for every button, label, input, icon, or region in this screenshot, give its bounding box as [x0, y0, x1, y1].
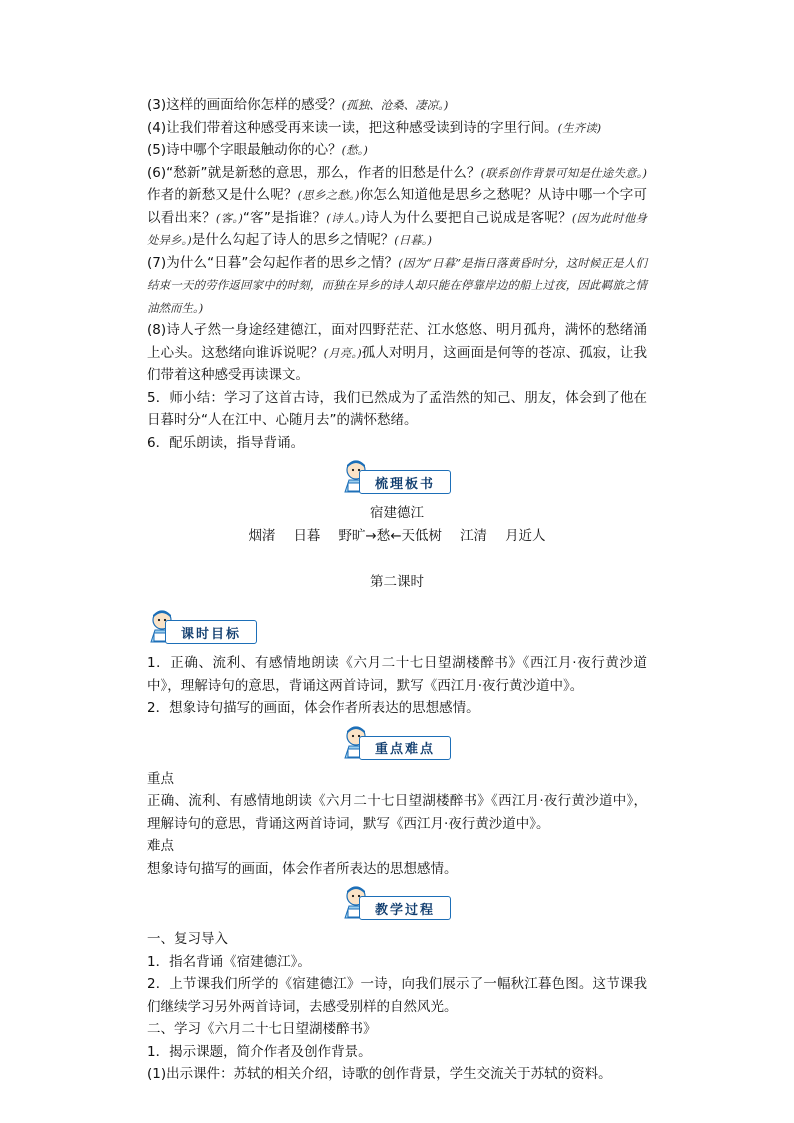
paragraph-recite: 6．配乐朗读，指导背诵。 — [147, 434, 305, 451]
goal-item: 2．想象诗句描写的画面，体会作者所表达的思想感情。 — [147, 700, 480, 716]
badge-label: 教学过程 — [359, 896, 451, 920]
board-item: 月近人 — [505, 528, 546, 544]
board-item: 野旷→愁←天低树 — [338, 528, 443, 544]
board-keywords — [147, 524, 647, 548]
section-badge-goals — [147, 608, 647, 648]
process-step: 2．上节课我们所学的《宿建德江》一诗，向我们展示了一幅秋江暮色图。这节课我们继续学习另外两首诗词，去感受别样的自然风光。 — [147, 976, 647, 1015]
answer-text: (生齐读) — [557, 120, 602, 135]
question-text: (5)诗中哪个字眼最触动你的心？ — [147, 142, 342, 158]
process-heading: 二、学习《六月二十七日望湖楼醉书》 — [147, 1021, 377, 1037]
question-text: 是什么勾起了诗人的思乡之情呢？ — [191, 232, 395, 248]
answer-text: (因为“日暮”是指日落黄昏时分，这时候正是人们结束一天的劳作返回家中的时刻，而独在异乡的诗人却只能在停靠岸边的船上过夜，因此羁旅之情油然而生。) — [147, 255, 647, 315]
question-text: (4)让我们带着这种感受再来读一读，把这种感受读到诗的字里行间。 — [147, 119, 558, 136]
section-badge-board — [147, 458, 647, 498]
board-title: 宿建德江 — [370, 505, 424, 521]
answer-text: (日暮。) — [394, 233, 432, 247]
hard-text: 想象诗句描写的画面，体会作者所表达的思想感情。 — [147, 860, 458, 877]
paragraph-q4 — [147, 117, 647, 140]
process-step: (1)出示课件：苏轼的相关介绍，诗歌的创作背景，学生交流关于苏轼的资料。 — [147, 1066, 612, 1082]
goal-item: 1．正确、流利、有感情地朗读《六月二十七日望湖楼醉书》《西江月·夜行黄沙道中》，理解诗句的意思，背诵这两首诗词，默写《西江月·夜行黄沙道中》。 — [147, 655, 647, 694]
answer-text: (因为此时他身处异乡。) — [147, 210, 647, 247]
question-text: (6)“愁新”就是新愁的意思，那么，作者的旧愁是什么？ — [147, 164, 481, 181]
badge-label: 梳理板书 — [359, 470, 451, 494]
question-text: 孤人对明月，这画面是何等的苍凉、孤寂，让我们带着这种感受再读课文。 — [147, 344, 648, 383]
badge-label: 重点难点 — [359, 736, 451, 760]
section-badge-key — [147, 724, 647, 764]
lesson-title: 第二课时 — [370, 574, 424, 590]
hard-label: 难点 — [147, 838, 174, 854]
question-text: 你怎么知道他是思乡之愁呢？从诗中哪一个字可以看出来？ — [147, 187, 647, 226]
document-content — [147, 94, 647, 1086]
question-text: “客”是指谁？ — [242, 209, 327, 226]
question-text: 诗人为什么要把自己说成是客呢？ — [365, 209, 572, 226]
answer-text: (客。) — [215, 210, 243, 225]
section-badge-process — [147, 884, 647, 924]
question-text: (7)为什么“日暮”会勾起作者的思乡之情？ — [147, 254, 399, 271]
paragraph-q3 — [147, 94, 647, 117]
question-text: 作者的新愁又是什么呢？ — [147, 187, 298, 203]
paragraph-q6 — [147, 162, 647, 252]
process-step: 1．指名背诵《宿建德江》。 — [147, 953, 311, 970]
paragraph-q8 — [147, 319, 647, 387]
process-step: 1．揭示课题，简介作者及创作背景。 — [147, 1043, 372, 1060]
key-label: 重点 — [147, 770, 174, 787]
board-item: 烟渚 — [248, 528, 276, 544]
answer-text: (愁。) — [341, 143, 368, 157]
board-item: 江清 — [460, 528, 488, 544]
paragraph-q5 — [147, 139, 647, 162]
answer-text: (孤独、沧桑、凄凉。) — [341, 98, 449, 112]
question-text: (3)这样的画面给你怎样的感受？ — [147, 97, 342, 113]
question-text: (8)诗人孑然一身途经建德江，面对四野茫茫、江水悠悠、明月孤舟，满怀的愁绪涌上心头。这愁绪向谁诉说呢？ — [147, 322, 647, 361]
answer-text: (思乡之愁。) — [297, 188, 360, 202]
paragraph-q7 — [147, 252, 647, 320]
key-text: 正确、流利、有感情地朗读《六月二十七日望湖楼醉书》《西江月·夜行黄沙道中》，理解诗句的意思，背诵这两首诗词，默写《西江月·夜行黄沙道中》。 — [147, 793, 647, 832]
badge-label: 课时目标 — [165, 620, 257, 644]
answer-text: (月亮。) — [323, 345, 362, 360]
board-item: 日暮 — [293, 528, 321, 544]
answer-text: (诗人。) — [326, 210, 366, 225]
paragraph-summary: 5．师小结：学习了这首古诗，我们已然成为了孟浩然的知己、朋友，体会到了他在日暮时分“人在江中、心随月去”的满怀愁绪。 — [147, 389, 647, 428]
answer-text: (联系创作背景可知是仕途失意。) — [480, 165, 647, 180]
process-heading: 一、复习导入 — [147, 931, 228, 947]
